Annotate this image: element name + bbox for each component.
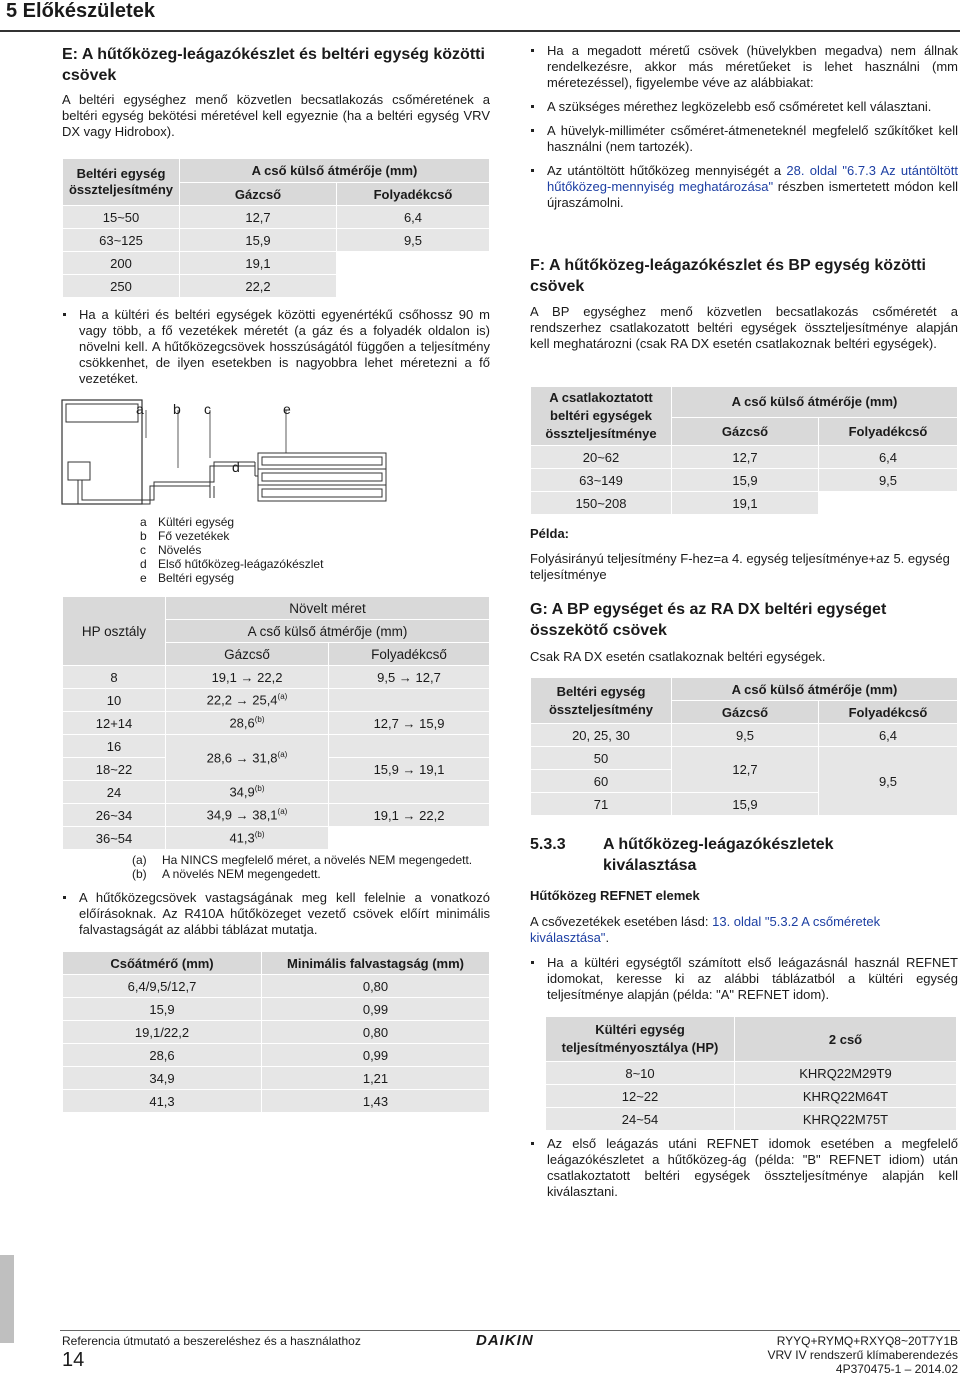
page-number: 14: [62, 1349, 85, 1371]
table-header: Gázcső: [672, 701, 819, 724]
arrow-right-icon: →: [402, 761, 416, 777]
section-533-bullet-2: [530, 1136, 958, 1200]
legend-value: Növelés: [158, 543, 202, 557]
example-label: Példa:: [530, 526, 570, 541]
value-from: 28,6: [206, 750, 232, 766]
arrow-right-icon: →: [235, 750, 249, 766]
footnote-ref: (b): [254, 715, 265, 725]
footnote-ref: (a): [277, 749, 288, 759]
table-cell: 1,21: [262, 1067, 490, 1090]
table-cell: 250: [63, 275, 180, 298]
table-cell: 41,3: [63, 1090, 262, 1113]
footer-divider: [60, 1330, 960, 1331]
table-cell: 15,9: [672, 469, 819, 492]
table-cell: 6,4: [819, 446, 958, 469]
table-cell: [329, 827, 490, 850]
table-header: A csatlakoztatott beltéri egységek összteljesítménye: [531, 387, 672, 446]
table-header: Folyadékcső: [329, 643, 490, 666]
value-to: 22,2: [419, 807, 445, 823]
sub-bullet: A szükséges mérethez legközelebb eső csőméretet kell választani.: [530, 99, 958, 115]
table-cell: 12,7: [672, 747, 819, 793]
cross-reference-link[interactable]: 13. oldal "5.3.2 A csőméretek kiválasztása": [530, 914, 881, 945]
value-to: 38,1: [252, 807, 278, 823]
value-from: 19,1: [373, 807, 399, 823]
table-row: [63, 712, 490, 735]
table-cell: 19,1/22,2: [63, 1021, 262, 1044]
table-cell: 12,7: [180, 206, 337, 229]
note-key: (a): [132, 853, 147, 867]
table-row: [63, 804, 490, 827]
table-header: A cső külső átmérője (mm): [672, 387, 958, 418]
table-header: Gázcső: [672, 417, 819, 445]
table-cell: [819, 492, 958, 515]
value-from: 34,9: [229, 784, 255, 800]
table-cell: [166, 735, 329, 781]
intro-text: .: [605, 930, 610, 945]
table-cell: 6,4: [337, 206, 490, 229]
note-key: (b): [132, 867, 147, 881]
table-row: [63, 735, 490, 758]
table-row: [63, 229, 490, 252]
table-cell: [337, 252, 490, 298]
footnote-ref: (a): [277, 807, 288, 817]
left-column: [62, 44, 490, 140]
table-header: HP osztály: [63, 597, 166, 666]
table-cell: 18~22: [63, 758, 166, 781]
piping-diagram: [60, 398, 390, 510]
table-cell: 34,9: [63, 1067, 262, 1090]
bullet-text: Ha a megadott méretű csövek (hüvelykben megadva) nem állnak rendelkezésre, akkor más méretűeket is lehet használni (mm méretezéssel), figyelembe véve az alábbiakat:: [530, 43, 958, 91]
sub-bullet-text: Az utántöltött hűtőközeg mennyiségét a: [547, 163, 787, 178]
table-header: Kültéri egység teljesítményosztálya (HP): [546, 1017, 735, 1062]
legend-value: Kültéri egység: [158, 515, 235, 529]
legend-key: b: [140, 529, 147, 543]
table-cell: 0,99: [262, 998, 490, 1021]
bullet-text: Az első leágazás utáni REFNET idomok esetében a megfelelő leágazókészletet a hűtőközeg-ág (példa: "B" REFNET idiom) után csatlakoztatott beltéri egységek összteljesítménye alapján kell kiválasztani.: [530, 1136, 958, 1200]
table-cell: 20, 25, 30: [531, 724, 672, 747]
table-header: A cső külső átmérője (mm): [180, 159, 490, 183]
intro-text: A csővezetékek esetében lásd:: [530, 914, 713, 929]
value-from: 9,5: [377, 669, 396, 685]
footer-model: RYYQ+RYMQ+RXYQ8~20T7Y1B: [776, 1334, 958, 1348]
table-cell: 15,9: [180, 229, 337, 252]
diagram-label-d: d: [232, 459, 240, 475]
arrow-right-icon: →: [235, 692, 249, 708]
table-cell: 8~10: [546, 1062, 735, 1085]
table-row: [63, 781, 490, 804]
table-cell: 63~149: [531, 469, 672, 492]
table-cell: 36~54: [63, 827, 166, 850]
table-cell: 15~50: [63, 206, 180, 229]
table-cell: [166, 666, 329, 689]
legend-key: a: [140, 515, 147, 529]
example-text: Folyásirányú teljesítmény F-hez=a 4. egység teljesítménye+az 5. egység teljesítménye: [530, 551, 950, 582]
table-row: [546, 1085, 957, 1108]
section-f-intro: A BP egységhez menő közvetlen becsatlakozás csőméretét a rendszerhez csatlakozatott beltéri egységek összteljesítménye alapján kell meghatározni (csak RA DX esetén csatlakoznak beltéri egységek).: [530, 304, 958, 351]
diagram-legend: [140, 515, 323, 585]
value-to: 12,7: [415, 669, 441, 685]
table-row: [531, 747, 958, 770]
legend-key: c: [140, 543, 146, 557]
legend-value: Első hűtőközeg-leágazókészlet: [158, 557, 324, 571]
value-from: 19,1: [211, 669, 237, 685]
table-cell: 24~54: [546, 1108, 735, 1131]
footnote-ref: (b): [254, 830, 265, 840]
value-to: 15,9: [419, 715, 445, 731]
section-g-intro: Csak RA DX esetén csatlakoznak beltéri egységek.: [530, 649, 826, 664]
footer-product-info: [767, 1334, 958, 1376]
value-from: 22,2: [206, 692, 232, 708]
value-from: 34,9: [206, 807, 232, 823]
sub-bullet: A hüvelyk-milliméter csőméret-átmeneteknél megfelelő szűkítőket kell használni (nem tartozék).: [530, 123, 958, 155]
bullet-text: Ha a kültéri és beltéri egységek közötti egyenértékű csőhossz 90 m vagy több, a fő vezetékek méretét (a gáz és a folyadék oldalon is) növelni kell. A hűtőközegcsövek hosszúságától függően a teljesítmény csökkenhet, de ilyen esetekben is nagyobbra lehet méretezni a fő vezetéket.: [62, 307, 490, 387]
table-cell: 10: [63, 689, 166, 712]
section-e-bullet-2: [62, 890, 490, 938]
legend-key: e: [140, 571, 147, 585]
table-header: Minimális falvastagság (mm): [262, 952, 490, 975]
table-row: [63, 827, 490, 850]
table-header: A cső külső átmérője (mm): [672, 678, 958, 701]
table-cell: 9,5: [672, 724, 819, 747]
arrow-right-icon: →: [398, 669, 412, 685]
section-e-table: [62, 158, 490, 298]
value-to: 22,2: [257, 669, 283, 685]
note-text: Ha NINCS megfelelő méret, a növelés NEM megengedett.: [162, 853, 473, 867]
chapter-title: 5 Előkészületek: [6, 0, 155, 22]
section-e-heading: E: A hűtőközeg-leágazókészlet és beltéri egység közötti csövek: [62, 46, 485, 84]
table-cell: 22,2: [180, 275, 337, 298]
table-cell: KHRQ22M29T9: [735, 1062, 957, 1085]
arrow-right-icon: →: [240, 669, 254, 685]
diagram-label-b: b: [173, 401, 181, 417]
table-row: [63, 998, 490, 1021]
table-cell: [329, 712, 490, 735]
sub-bullet: [530, 163, 958, 211]
table-cell: 200: [63, 252, 180, 275]
table-cell: 16: [63, 735, 166, 758]
table-cell: [166, 827, 329, 850]
table-cell: 0,99: [262, 1044, 490, 1067]
wall-thickness-table: [62, 951, 490, 1113]
table-header: Beltéri egység összteljesítmény: [531, 678, 672, 724]
table-header: Csőátmérő (mm): [63, 952, 262, 975]
value-from: 28,6: [229, 715, 255, 731]
table-cell: 71: [531, 793, 672, 816]
table-cell: [329, 804, 490, 827]
section-f-heading: F: A hűtőközeg-leágazókészlet és BP egység közötti csövek: [530, 257, 926, 295]
table-header: Folyadékcső: [819, 701, 958, 724]
table-cell: 15,9: [63, 998, 262, 1021]
table-row: [546, 1062, 957, 1085]
table-cell: 60: [531, 770, 672, 793]
arrow-right-icon: →: [402, 807, 416, 823]
section-533-subheading: Hűtőközeg REFNET elemek: [530, 888, 700, 903]
table-row: [531, 492, 958, 515]
section-e-intro: A beltéri egységhez menő közvetlen becsatlakozás csőméretének a beltéri egység bekötési méretével kell egyeznie (ha a beltéri egység VRV DX vagy Hidrobox).: [62, 92, 490, 139]
value-from: 15,9: [373, 761, 399, 777]
table-cell: [329, 781, 490, 804]
table-header: 2 cső: [735, 1017, 957, 1062]
table-cell: [166, 804, 329, 827]
section-e-bullet: [62, 307, 490, 387]
table-header: Folyadékcső: [337, 183, 490, 206]
arrow-right-icon: →: [402, 715, 416, 731]
table-cell: KHRQ22M64T: [735, 1085, 957, 1108]
table-cell: 19,1: [180, 252, 337, 275]
cross-reference-link[interactable]: 28. oldal "6.7.3 Az utántöltött hűtőközeg-mennyiség meghatározása": [547, 163, 958, 194]
table-cell: 12+14: [63, 712, 166, 735]
value-from: 12,7: [373, 715, 399, 731]
table-cell: [329, 735, 490, 758]
table-row: [63, 206, 490, 229]
table-row: [63, 1044, 490, 1067]
bullet-text: Ha a kültéri egységtől számított első leágazásnál használ REFNET idomokat, keresse ki az alábbi táblázatból a kültéri egység teljesítménye alapján (példa: "A" REFNET idom).: [530, 955, 958, 1003]
table-row: [531, 446, 958, 469]
table-header: Gázcső: [166, 643, 329, 666]
section-f: [530, 255, 958, 352]
table-cell: 9,5: [337, 229, 490, 252]
table-cell: 8: [63, 666, 166, 689]
table-row: [63, 666, 490, 689]
legend-value: Fő vezetékek: [158, 529, 230, 543]
sub-bullet-text: részben ismertetett módon kell újraszámolni.: [547, 179, 958, 210]
table-header: A cső külső átmérője (mm): [166, 620, 490, 643]
bullet-text: A hűtőközegcsövek vastagságának meg kell felelnie a vonatkozó előírásoknak. Az R410A hűtőközeget vezető csövek előírt minimális falvastagságát az alábbi táblázat mutatja.: [62, 890, 490, 938]
legend-value: Beltéri egység: [158, 571, 235, 585]
table-cell: [166, 781, 329, 804]
table-row: [531, 724, 958, 747]
table-header: Növelt méret: [166, 597, 490, 620]
arrow-right-icon: →: [235, 807, 249, 823]
diagram-label-c: c: [204, 401, 211, 417]
right-top-bullets: [530, 43, 958, 211]
refnet-table: [545, 1016, 957, 1131]
table-cell: 12~22: [546, 1085, 735, 1108]
table-cell: 20~62: [531, 446, 672, 469]
section-f-example: [530, 526, 958, 583]
table-cell: 0,80: [262, 1021, 490, 1044]
table-cell: 24: [63, 781, 166, 804]
table-header: Gázcső: [180, 183, 337, 206]
footer-doc-title: Referencia útmutató a beszereléshez és a használathoz: [62, 1334, 361, 1348]
table-cell: 26~34: [63, 804, 166, 827]
table-cell: 6,4: [819, 724, 958, 747]
table-cell: 28,6: [63, 1044, 262, 1067]
table-cell: [329, 666, 490, 689]
footnote-ref: (b): [254, 784, 265, 794]
page-header: [0, 0, 960, 32]
note-text: A növelés NEM megengedett.: [162, 867, 321, 881]
table-cell: [329, 689, 490, 712]
footer-system: VRV IV rendszerű klímaberendezés: [767, 1348, 958, 1362]
table-row: [63, 252, 490, 275]
table-header: Beltéri egység összteljesítmény: [63, 159, 180, 206]
outdoor-unit: [62, 400, 142, 504]
footer-doc-code: 4P370475-1 – 2014.02: [835, 1362, 958, 1376]
table-cell: 63~125: [63, 229, 180, 252]
table-cell: 6,4/9,5/12,7: [63, 975, 262, 998]
section-g-table: [530, 677, 958, 816]
section-533-heading: A hűtőközeg-leágazókészletek kiválasztása: [603, 836, 834, 874]
table-row: [546, 1108, 957, 1131]
diagram-label-a: a: [136, 401, 144, 417]
footnote-ref: (a): [277, 692, 288, 702]
table-cell: 9,5: [819, 469, 958, 492]
daikin-logo: DAIKIN: [476, 1332, 534, 1349]
section-533-intro: [530, 914, 958, 946]
section-g-heading: G: A BP egységet és az RA DX beltéri egységet összekötő csövek: [530, 601, 887, 639]
table-cell: [329, 758, 490, 781]
section-533: [530, 834, 958, 1003]
table-row: [63, 975, 490, 998]
table-cell: 9,5: [819, 747, 958, 816]
table-row: [63, 1021, 490, 1044]
value-from: 41,3: [229, 830, 255, 846]
table-row: [63, 1090, 490, 1113]
value-to: 19,1: [419, 761, 445, 777]
header-divider: [0, 30, 960, 32]
side-tab-marker: [0, 1255, 14, 1343]
table-row: [63, 1067, 490, 1090]
legend-key: d: [140, 557, 147, 571]
diagram-label-e: e: [283, 401, 291, 417]
section-number: 5.3.3: [530, 836, 566, 853]
indoor-units: [258, 453, 386, 501]
hp-table-notes: [132, 853, 472, 881]
hp-class-table: [62, 596, 490, 850]
section-f-table: [530, 386, 958, 515]
table-cell: 1,43: [262, 1090, 490, 1113]
table-cell: [166, 689, 329, 712]
section-g: [530, 599, 958, 665]
table-cell: [166, 712, 329, 735]
value-to: 31,8: [252, 750, 278, 766]
table-cell: 150~208: [531, 492, 672, 515]
table-header: Folyadékcső: [819, 417, 958, 445]
table-cell: 0,80: [262, 975, 490, 998]
table-cell: 15,9: [672, 793, 819, 816]
value-to: 25,4: [252, 692, 278, 708]
table-cell: 12,7: [672, 446, 819, 469]
table-cell: 19,1: [672, 492, 819, 515]
section-533-title: [530, 834, 958, 876]
table-cell: KHRQ22M75T: [735, 1108, 957, 1131]
table-row: [531, 469, 958, 492]
table-cell: 50: [531, 747, 672, 770]
table-row: [63, 689, 490, 712]
